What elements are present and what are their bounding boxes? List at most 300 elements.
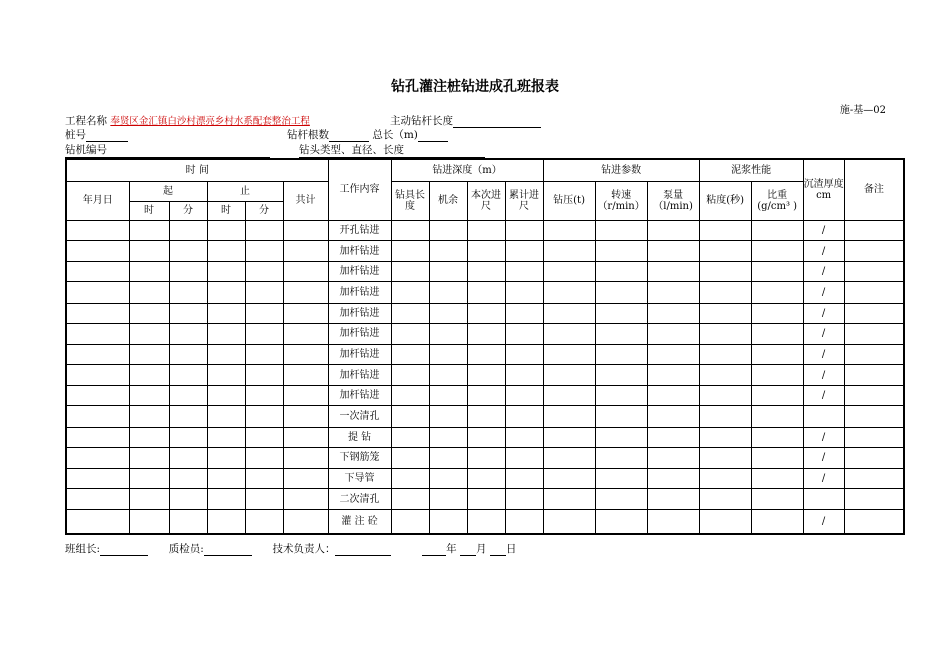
entry-cell[interactable] (699, 365, 751, 386)
entry-cell[interactable] (207, 282, 245, 303)
entry-cell[interactable] (391, 510, 429, 534)
entry-cell[interactable] (647, 427, 699, 447)
entry-cell[interactable] (505, 427, 543, 447)
entry-cell[interactable] (647, 220, 699, 240)
entry-cell[interactable] (429, 447, 467, 468)
entry-cell[interactable] (844, 386, 904, 406)
entry-cell[interactable] (699, 344, 751, 364)
table-row (66, 262, 904, 282)
entry-cell[interactable] (283, 282, 328, 303)
sediment-cell[interactable]: / (803, 510, 844, 534)
entry-cell[interactable] (467, 323, 505, 344)
entry-cell[interactable] (543, 406, 595, 427)
entry-cell[interactable] (699, 220, 751, 240)
entry-cell[interactable] (595, 323, 647, 344)
table-row (66, 282, 904, 303)
entry-cell[interactable] (169, 365, 207, 386)
entry-cell[interactable] (391, 365, 429, 386)
entry-cell[interactable] (467, 489, 505, 510)
entry-cell[interactable] (467, 406, 505, 427)
entry-cell[interactable] (543, 241, 595, 262)
entry-cell[interactable] (245, 489, 283, 510)
pile-no-field[interactable] (86, 130, 128, 142)
entry-cell[interactable] (429, 220, 467, 240)
entry-cell[interactable] (543, 303, 595, 323)
entry-cell[interactable] (245, 303, 283, 323)
entry-cell[interactable] (751, 365, 803, 386)
sediment-cell[interactable]: / (803, 344, 844, 364)
entry-cell[interactable] (207, 386, 245, 406)
tech-field[interactable] (335, 544, 391, 556)
entry-cell[interactable] (543, 427, 595, 447)
entry-cell[interactable] (751, 468, 803, 488)
sediment-cell[interactable]: / (803, 386, 844, 406)
sediment-cell[interactable]: / (803, 468, 844, 488)
entry-cell[interactable] (245, 468, 283, 488)
entry-cell[interactable] (207, 220, 245, 240)
entry-cell[interactable] (699, 323, 751, 344)
entry-cell[interactable] (844, 344, 904, 364)
entry-cell[interactable] (467, 386, 505, 406)
active-rod-field[interactable] (453, 116, 541, 128)
entry-cell[interactable] (467, 427, 505, 447)
day-field[interactable] (490, 544, 506, 556)
entry-cell[interactable] (751, 323, 803, 344)
total-length-label: 总长（m) (372, 129, 418, 141)
entry-cell[interactable] (129, 406, 169, 427)
entry-cell[interactable] (699, 489, 751, 510)
entry-cell[interactable] (543, 323, 595, 344)
entry-cell[interactable] (283, 489, 328, 510)
entry-cell[interactable] (595, 427, 647, 447)
entry-cell[interactable] (207, 262, 245, 282)
entry-cell[interactable] (66, 468, 129, 488)
sediment-cell[interactable]: / (803, 303, 844, 323)
entry-cell[interactable] (699, 447, 751, 468)
entry-cell[interactable] (543, 365, 595, 386)
entry-cell[interactable] (647, 262, 699, 282)
entry-cell[interactable] (505, 447, 543, 468)
entry-cell[interactable] (283, 406, 328, 427)
entry-cell[interactable] (699, 303, 751, 323)
entry-cell[interactable] (245, 262, 283, 282)
total-length-field[interactable] (418, 130, 448, 142)
entry-cell[interactable] (543, 386, 595, 406)
entry-cell[interactable] (429, 365, 467, 386)
year-label: 年 (446, 543, 457, 555)
entry-cell[interactable] (207, 447, 245, 468)
entry-cell[interactable] (429, 468, 467, 488)
entry-cell[interactable] (751, 510, 803, 534)
entry-cell[interactable] (429, 510, 467, 534)
entry-cell[interactable] (505, 323, 543, 344)
pump-header: 泵量（l/min) (647, 181, 699, 220)
entry-cell[interactable] (66, 447, 129, 468)
entry-cell[interactable] (129, 303, 169, 323)
entry-cell[interactable] (66, 323, 129, 344)
entry-cell[interactable] (505, 365, 543, 386)
entry-cell[interactable] (391, 241, 429, 262)
entry-cell[interactable] (66, 344, 129, 364)
entry-cell[interactable] (169, 427, 207, 447)
entry-cell[interactable] (283, 241, 328, 262)
entry-cell[interactable] (207, 303, 245, 323)
table-row (66, 386, 904, 406)
entry-cell[interactable] (543, 344, 595, 364)
work-content-cell: 加杆钻进 (328, 282, 391, 303)
entry-cell[interactable] (595, 468, 647, 488)
entry-cell[interactable] (467, 262, 505, 282)
entry-cell[interactable] (169, 344, 207, 364)
entry-cell[interactable] (844, 510, 904, 534)
entry-cell[interactable] (129, 282, 169, 303)
entry-cell[interactable] (595, 365, 647, 386)
entry-cell[interactable] (391, 468, 429, 488)
entry-cell[interactable] (283, 303, 328, 323)
entry-cell[interactable] (543, 510, 595, 534)
month-field[interactable] (460, 544, 476, 556)
table-row (66, 489, 904, 510)
entry-cell[interactable] (129, 489, 169, 510)
entry-cell[interactable] (66, 386, 129, 406)
entry-cell[interactable] (543, 447, 595, 468)
entry-cell[interactable] (595, 344, 647, 364)
entry-cell[interactable] (429, 241, 467, 262)
entry-cell[interactable] (245, 447, 283, 468)
entry-cell[interactable] (169, 447, 207, 468)
end-header: 止 (207, 181, 283, 201)
entry-cell[interactable] (391, 447, 429, 468)
entry-cell[interactable] (129, 365, 169, 386)
entry-cell[interactable] (647, 386, 699, 406)
entry-cell[interactable] (391, 303, 429, 323)
entry-cell[interactable] (543, 262, 595, 282)
entry-cell[interactable] (647, 323, 699, 344)
entry-cell[interactable] (429, 386, 467, 406)
entry-cell[interactable] (169, 489, 207, 510)
entry-cell[interactable] (699, 282, 751, 303)
entry-cell[interactable] (467, 241, 505, 262)
drilling-report-table (65, 158, 905, 535)
entry-cell[interactable] (699, 510, 751, 534)
entry-cell[interactable] (844, 323, 904, 344)
entry-cell[interactable] (66, 282, 129, 303)
entry-cell[interactable] (543, 220, 595, 240)
entry-cell[interactable] (844, 282, 904, 303)
entry-cell[interactable] (245, 365, 283, 386)
leader-field[interactable] (100, 544, 148, 556)
entry-cell[interactable] (699, 241, 751, 262)
entry-cell[interactable] (595, 303, 647, 323)
entry-cell[interactable] (751, 282, 803, 303)
entry-cell[interactable] (595, 241, 647, 262)
entry-cell[interactable] (505, 406, 543, 427)
entry-cell[interactable] (169, 406, 207, 427)
entry-cell[interactable] (751, 262, 803, 282)
entry-cell[interactable] (467, 468, 505, 488)
entry-cell[interactable] (647, 365, 699, 386)
remainder-header: 机余 (429, 181, 467, 220)
start-hour-header: 时 (129, 201, 169, 220)
entry-cell[interactable] (391, 262, 429, 282)
entry-cell[interactable] (543, 282, 595, 303)
entry-cell[interactable] (429, 282, 467, 303)
entry-cell[interactable] (207, 427, 245, 447)
entry-cell[interactable] (391, 386, 429, 406)
entry-cell[interactable] (245, 427, 283, 447)
entry-cell[interactable] (245, 510, 283, 534)
entry-cell[interactable] (647, 447, 699, 468)
entry-cell[interactable] (207, 365, 245, 386)
entry-cell[interactable] (595, 489, 647, 510)
entry-cell[interactable] (207, 489, 245, 510)
depth-header: 钻进深度（m） (391, 159, 543, 181)
work-header: 工作内容 (328, 159, 391, 220)
leader-label: 班组长: (65, 543, 101, 555)
entry-cell[interactable] (66, 365, 129, 386)
entry-cell[interactable] (129, 510, 169, 534)
entry-cell[interactable] (595, 510, 647, 534)
entry-cell[interactable] (129, 323, 169, 344)
table-row (66, 447, 904, 468)
entry-cell[interactable] (207, 241, 245, 262)
entry-cell[interactable] (751, 447, 803, 468)
entry-cell[interactable] (169, 262, 207, 282)
entry-cell[interactable] (467, 365, 505, 386)
entry-cell[interactable] (543, 468, 595, 488)
entry-cell[interactable] (283, 344, 328, 364)
entry-cell[interactable] (699, 427, 751, 447)
entry-cell[interactable] (844, 241, 904, 262)
entry-cell[interactable] (66, 510, 129, 534)
entry-cell[interactable] (283, 386, 328, 406)
entry-cell[interactable] (467, 510, 505, 534)
entry-cell[interactable] (647, 303, 699, 323)
entry-cell[interactable] (647, 406, 699, 427)
entry-cell[interactable] (467, 220, 505, 240)
entry-cell[interactable] (751, 406, 803, 427)
table-row (66, 468, 904, 488)
entry-cell[interactable] (429, 303, 467, 323)
day-label: 日 (505, 543, 517, 555)
entry-cell[interactable] (699, 468, 751, 488)
entry-cell[interactable] (751, 386, 803, 406)
entry-cell[interactable] (429, 489, 467, 510)
entry-cell[interactable] (647, 241, 699, 262)
sediment-cell[interactable] (803, 489, 844, 510)
entry-cell[interactable] (467, 282, 505, 303)
entry-cell[interactable] (751, 241, 803, 262)
entry-cell[interactable] (391, 323, 429, 344)
entry-cell[interactable] (66, 489, 129, 510)
entry-cell[interactable] (245, 282, 283, 303)
entry-cell[interactable] (505, 220, 543, 240)
entry-cell[interactable] (647, 510, 699, 534)
entry-cell[interactable] (169, 468, 207, 488)
table-row (66, 241, 904, 262)
entry-cell[interactable] (647, 282, 699, 303)
entry-cell[interactable] (66, 427, 129, 447)
sediment-cell[interactable]: / (803, 262, 844, 282)
entry-cell[interactable] (595, 262, 647, 282)
entry-cell[interactable] (391, 427, 429, 447)
sediment-cell[interactable]: / (803, 447, 844, 468)
entry-cell[interactable] (245, 323, 283, 344)
entry-cell[interactable] (391, 489, 429, 510)
entry-cell[interactable] (207, 344, 245, 364)
entry-cell[interactable] (844, 406, 904, 427)
entry-cell[interactable] (391, 220, 429, 240)
active-rod-line (390, 113, 541, 128)
entry-cell[interactable] (66, 241, 129, 262)
entry-cell[interactable] (129, 241, 169, 262)
entry-cell[interactable] (129, 262, 169, 282)
entry-cell[interactable] (505, 386, 543, 406)
entry-cell[interactable] (467, 447, 505, 468)
entry-cell[interactable] (283, 427, 328, 447)
end-minute-header: 分 (245, 201, 283, 220)
work-content-cell: 加杆钻进 (328, 241, 391, 262)
pressure-header: 钻压(t) (543, 181, 595, 220)
entry-cell[interactable] (467, 303, 505, 323)
sediment-cell[interactable]: / (803, 220, 844, 240)
entry-cell[interactable] (647, 344, 699, 364)
entry-cell[interactable] (467, 344, 505, 364)
entry-cell[interactable] (844, 262, 904, 282)
entry-cell[interactable] (595, 406, 647, 427)
entry-cell[interactable] (169, 323, 207, 344)
entry-cell[interactable] (429, 323, 467, 344)
entry-cell[interactable] (283, 262, 328, 282)
entry-cell[interactable] (245, 220, 283, 240)
entry-cell[interactable] (751, 220, 803, 240)
entry-cell[interactable] (283, 365, 328, 386)
entry-cell[interactable] (751, 303, 803, 323)
rod-count-label: 钻杆根数 (287, 129, 329, 141)
entry-cell[interactable] (751, 344, 803, 364)
entry-cell[interactable] (169, 282, 207, 303)
entry-cell[interactable] (283, 510, 328, 534)
entry-cell[interactable] (129, 220, 169, 240)
entry-cell[interactable] (129, 468, 169, 488)
entry-cell[interactable] (169, 386, 207, 406)
entry-cell[interactable] (844, 489, 904, 510)
entry-cell[interactable] (647, 489, 699, 510)
total-header: 共计 (283, 181, 328, 220)
entry-cell[interactable] (844, 468, 904, 488)
entry-cell[interactable] (207, 510, 245, 534)
rod-count-field[interactable] (329, 130, 369, 142)
entry-cell[interactable] (505, 510, 543, 534)
entry-cell[interactable] (505, 282, 543, 303)
entry-cell[interactable] (245, 241, 283, 262)
entry-cell[interactable] (169, 510, 207, 534)
entry-cell[interactable] (844, 303, 904, 323)
entry-cell[interactable] (505, 489, 543, 510)
entry-cell[interactable] (429, 427, 467, 447)
entry-cell[interactable] (844, 220, 904, 240)
entry-cell[interactable] (391, 282, 429, 303)
inspector-label: 质检员: (168, 543, 204, 555)
entry-cell[interactable] (66, 303, 129, 323)
entry-cell[interactable] (283, 447, 328, 468)
entry-cell[interactable] (66, 262, 129, 282)
entry-cell[interactable] (129, 447, 169, 468)
entry-cell[interactable] (391, 406, 429, 427)
entry-cell[interactable] (129, 386, 169, 406)
sediment-cell[interactable]: / (803, 282, 844, 303)
entry-cell[interactable] (751, 427, 803, 447)
sediment-cell[interactable]: / (803, 427, 844, 447)
sediment-cell[interactable] (803, 406, 844, 427)
entry-cell[interactable] (699, 262, 751, 282)
inspector-field[interactable] (204, 544, 252, 556)
entry-cell[interactable] (699, 406, 751, 427)
entry-cell[interactable] (207, 323, 245, 344)
entry-cell[interactable] (245, 406, 283, 427)
entry-cell[interactable] (169, 241, 207, 262)
work-content-cell: 提 钻 (328, 427, 391, 447)
entry-cell[interactable] (595, 282, 647, 303)
entry-cell[interactable] (245, 344, 283, 364)
sediment-cell[interactable]: / (803, 241, 844, 262)
entry-cell[interactable] (429, 262, 467, 282)
entry-cell[interactable] (283, 323, 328, 344)
entry-cell[interactable] (844, 427, 904, 447)
entry-cell[interactable] (207, 406, 245, 427)
entry-cell[interactable] (647, 468, 699, 488)
entry-cell[interactable] (283, 220, 328, 240)
entry-cell[interactable] (66, 220, 129, 240)
entry-cell[interactable] (129, 427, 169, 447)
table-row (66, 365, 904, 386)
table-row (66, 406, 904, 427)
table-row (66, 344, 904, 364)
entry-cell[interactable] (844, 447, 904, 468)
entry-cell[interactable] (245, 386, 283, 406)
entry-cell[interactable] (129, 344, 169, 364)
entry-cell[interactable] (505, 303, 543, 323)
entry-cell[interactable] (169, 220, 207, 240)
entry-cell[interactable] (391, 344, 429, 364)
entry-cell[interactable] (751, 489, 803, 510)
sediment-cell[interactable]: / (803, 323, 844, 344)
entry-cell[interactable] (595, 447, 647, 468)
sediment-cell[interactable]: / (803, 365, 844, 386)
work-content-cell: 一次清孔 (328, 406, 391, 427)
entry-cell[interactable] (169, 303, 207, 323)
entry-cell[interactable] (505, 241, 543, 262)
project-name[interactable]: 奉贤区金汇镇白沙村漂亮乡村水系配套整治工程 (110, 116, 310, 127)
entry-cell[interactable] (699, 386, 751, 406)
density-header: 比重(g/cm³ ) (751, 181, 803, 220)
entry-cell[interactable] (595, 220, 647, 240)
entry-cell[interactable] (543, 489, 595, 510)
time-header: 时 间 (66, 159, 328, 181)
entry-cell[interactable] (505, 262, 543, 282)
entry-cell[interactable] (505, 468, 543, 488)
entry-cell[interactable] (207, 468, 245, 488)
entry-cell[interactable] (595, 386, 647, 406)
entry-cell[interactable] (844, 365, 904, 386)
entry-cell[interactable] (429, 344, 467, 364)
entry-cell[interactable] (505, 344, 543, 364)
entry-cell[interactable] (429, 406, 467, 427)
year-field[interactable] (422, 544, 446, 556)
entry-cell[interactable] (283, 468, 328, 488)
entry-cell[interactable] (66, 406, 129, 427)
work-content-cell: 加杆钻进 (328, 386, 391, 406)
